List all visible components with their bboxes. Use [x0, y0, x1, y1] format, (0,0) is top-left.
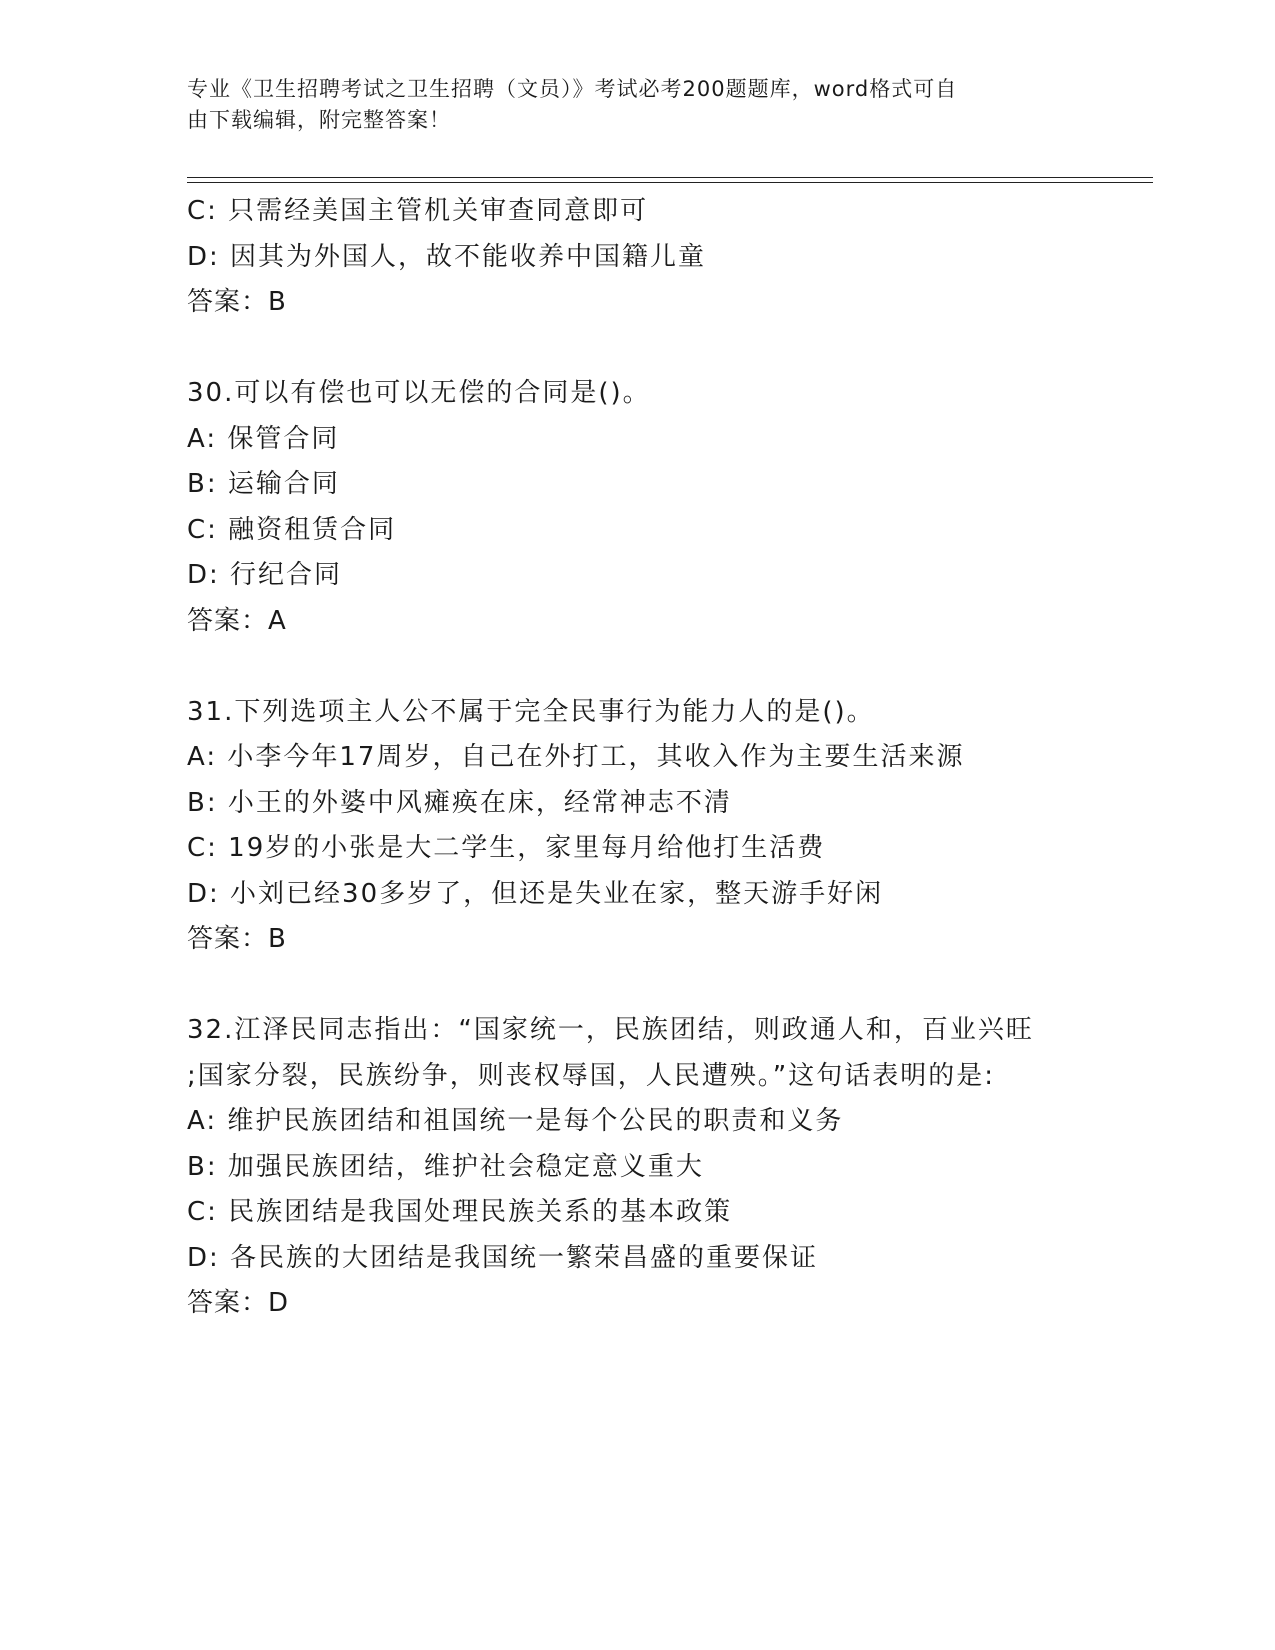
option-d: D: 因其为外国人，故不能收养中国籍儿童 — [187, 241, 707, 272]
option-d: D: 各民族的大团结是我国统一繁荣昌盛的重要保证 — [187, 1242, 819, 1273]
option-c: C: 民族团结是我国处理民族关系的基本政策 — [187, 1197, 733, 1227]
header-line-1: 专业《卫生招聘考试之卫生招聘（文员）》考试必考200题题库，word格式可自 — [187, 77, 958, 101]
question-32 — [187, 1008, 1147, 1327]
spacer — [187, 326, 1147, 372]
question-stem: 31.下列选项主人公不属于完全民事行为能力人的是()。 — [187, 696, 875, 727]
option-d: D: 小刘已经30多岁了，但还是失业在家，整天游手好闲 — [187, 878, 884, 909]
spacer — [187, 644, 1147, 690]
header-divider-bottom — [187, 182, 1153, 183]
option-a: A: 小李今年17周岁，自己在外打工，其收入作为主要生活来源 — [187, 742, 965, 772]
option-d: D: 行纪合同 — [187, 560, 343, 590]
answer-line: 答案：D — [187, 1288, 290, 1318]
question-stem: 30.可以有偿也可以无偿的合同是()。 — [187, 378, 651, 408]
spacer — [187, 963, 1147, 1009]
question-30 — [187, 371, 1147, 644]
question-content — [187, 189, 1147, 1327]
option-a: A: 维护民族团结和祖国统一是每个公民的职责和义务 — [187, 1106, 844, 1136]
option-b: B: 加强民族团结，维护社会稳定意义重大 — [187, 1151, 704, 1182]
question-31 — [187, 690, 1147, 963]
answer-line: 答案：B — [187, 924, 287, 954]
document-header — [187, 74, 1067, 136]
option-b: B: 小王的外婆中风瘫痪在床，经常神志不清 — [187, 787, 732, 818]
option-b: B: 运输合同 — [187, 469, 340, 499]
header-line-2: 由下载编辑，附完整答案！ — [187, 108, 451, 132]
header-divider-top — [187, 177, 1153, 178]
option-c: C: 19岁的小张是大二学生，家里每月给他打生活费 — [187, 833, 826, 863]
option-c: C: 只需经美国主管机关审查同意即可 — [187, 196, 649, 226]
question-stem-line-2: ;国家分裂，民族纷争，则丧权辱国，人民遭殃。”这句话表明的是: — [187, 1060, 995, 1091]
option-a: A: 保管合同 — [187, 423, 340, 454]
answer-line: 答案：A — [187, 605, 287, 636]
question-stem-line-1: 32.江泽民同志指出：“国家统一，民族团结，则政通人和，百业兴旺 — [187, 1015, 1034, 1045]
option-c: C: 融资租赁合同 — [187, 514, 397, 545]
question-29-tail — [187, 189, 1147, 326]
answer-line: 答案：B — [187, 287, 287, 317]
